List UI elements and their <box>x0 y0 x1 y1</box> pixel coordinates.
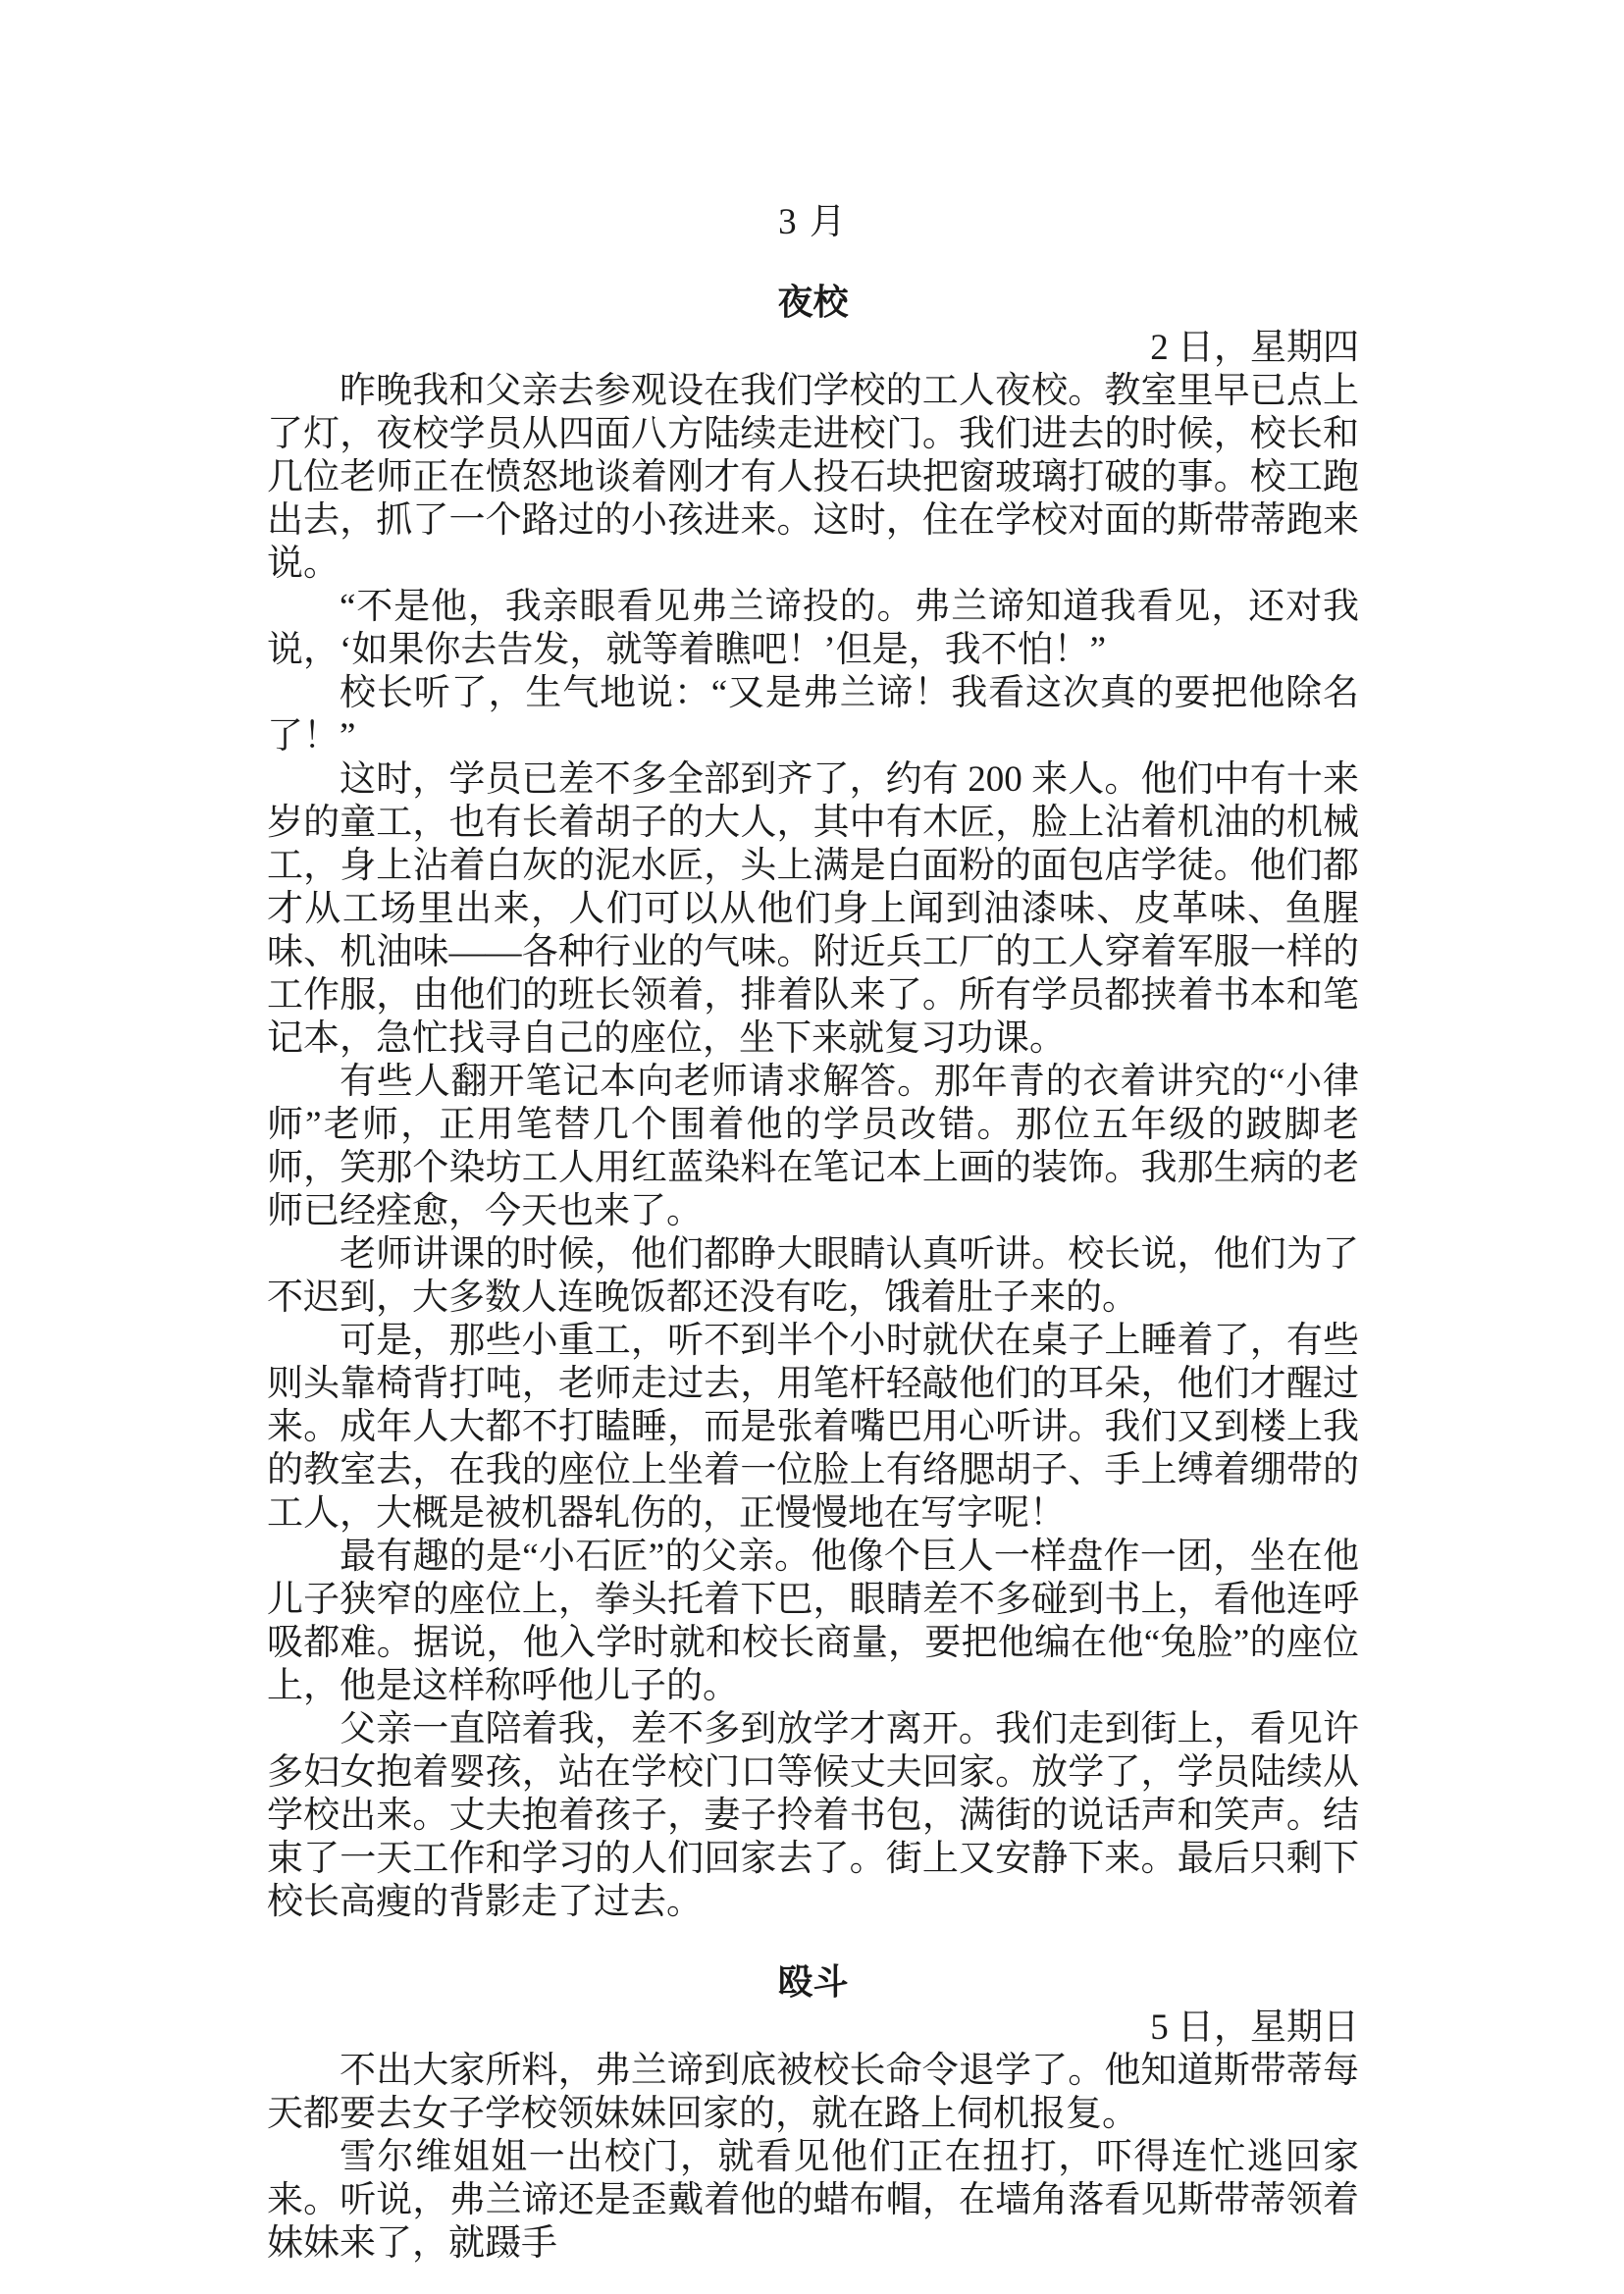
page-content <box>267 0 1359 2266</box>
sections-container <box>267 282 1359 2266</box>
diary-section <box>267 1961 1359 2266</box>
body-paragraph: 可是，那些小重工，听不到半个小时就伏在桌子上睡着了，有些则头靠椅背打吨，老师走过去，用笔杆轻敲他们的耳朵，他们才醒过来。成年人大都不打瞌睡，而是张着嘴巴用心听讲。我们又到楼上我的教室去，在我的座位上坐着一位脸上有络腮胡子、手上缚着绷带的工人，大概是被机器轧伤的，正慢慢地在写字呢！ <box>267 1321 1359 1534</box>
body-paragraph: 父亲一直陪着我，差不多到放学才离开。我们走到街上，看见许多妇女抱着婴孩，站在学校门口等候丈夫回家。放学了，学员陆续从学校出来。丈夫抱着孩子，妻子拎着书包，满街的说话声和笑声。结束了一天工作和学习的人们回家去了。街上又安静下来。最后只剩下校长高瘦的背影走了过去。 <box>267 1709 1359 1922</box>
body-paragraph: 不出大家所料，弗兰谛到底被校长命令退学了。他知道斯带蒂每天都要去女子学校领妹妹回家的，就在路上伺机报复。 <box>267 2051 1359 2134</box>
body-paragraph: 有些人翻开笔记本向老师请求解答。那年青的衣着讲究的“小律师”老师，正用笔替几个围着他的学员改错。那位五年级的跛脚老师，笑那个染坊工人用红蓝染料在笔记本上画的装饰。我那生病的老师已经痊愈，今天也来了。 <box>267 1062 1359 1231</box>
section-heading: 夜校 <box>777 283 849 323</box>
body-paragraph: 昨晚我和父亲去参观设在我们学校的工人夜校。教室里早已点上了灯，夜校学员从四面八方陆续走进校门。我们进去的时候，校长和几位老师正在愤怒地谈着刚才有人投石块把窗玻璃打破的事。校工跑出去，抓了一个路过的小孩进来。这时，住在学校对面的斯带蒂跑来说。 <box>267 371 1359 584</box>
entry-date: 5 日，星期日 <box>1150 2007 1359 2048</box>
body-paragraph: 校长听了，生气地说：“又是弗兰谛！我看这次真的要把他除名了！” <box>267 673 1359 756</box>
diary-section <box>267 282 1359 1924</box>
body-paragraph: 这时，学员已差不多全部到齐了，约有 200 来人。他们中有十来岁的童工，也有长着胡子的大人，其中有木匠，脸上沾着机油的机械工，身上沾着白灰的泥水匠，头上满是白面粉的面包店学徒。他们都才从工场里出来，人们可以从他们身上闻到油漆味、皮革味、鱼腥味、机油味——各种行业的气味。附近兵工厂的工人穿着军服一样的工作服，由他们的班长领着，排着队来了。所有学员都挟着书本和笔记本，急忙找寻自己的座位，坐下来就复习功课。 <box>267 759 1359 1059</box>
body-paragraph: 雪尔维姐姐一出校门，就看见他们正在扭打，吓得连忙逃回家来。听说，弗兰谛还是歪戴着他的蜡布帽，在墙角落看见斯带蒂领着妹妹来了，就蹑手 <box>267 2137 1359 2264</box>
body-paragraph: “不是他，我亲眼看见弗兰谛投的。弗兰谛知道我看见，还对我说，‘如果你去告发，就等着瞧吧！’但是，我不怕！” <box>267 587 1359 670</box>
section-heading: 殴斗 <box>777 1962 849 2003</box>
entry-date: 2 日，星期四 <box>1150 328 1359 368</box>
chapter-title: 3 月 <box>778 202 848 242</box>
body-paragraph: 最有趣的是“小石匠”的父亲。他像个巨人一样盘作一团，坐在他儿子狭窄的座位上，拳头托着下巴，眼睛差不多碰到书上，看他连呼吸都难。据说，他入学时就和校长商量，要把他编在他“兔脸”的座位上，他是这样称呼他儿子的。 <box>267 1537 1359 1706</box>
body-paragraph: 老师讲课的时候，他们都睁大眼睛认真听讲。校长说，他们为了不迟到，大多数人连晚饭都还没有吃，饿着肚子来的。 <box>267 1234 1359 1318</box>
